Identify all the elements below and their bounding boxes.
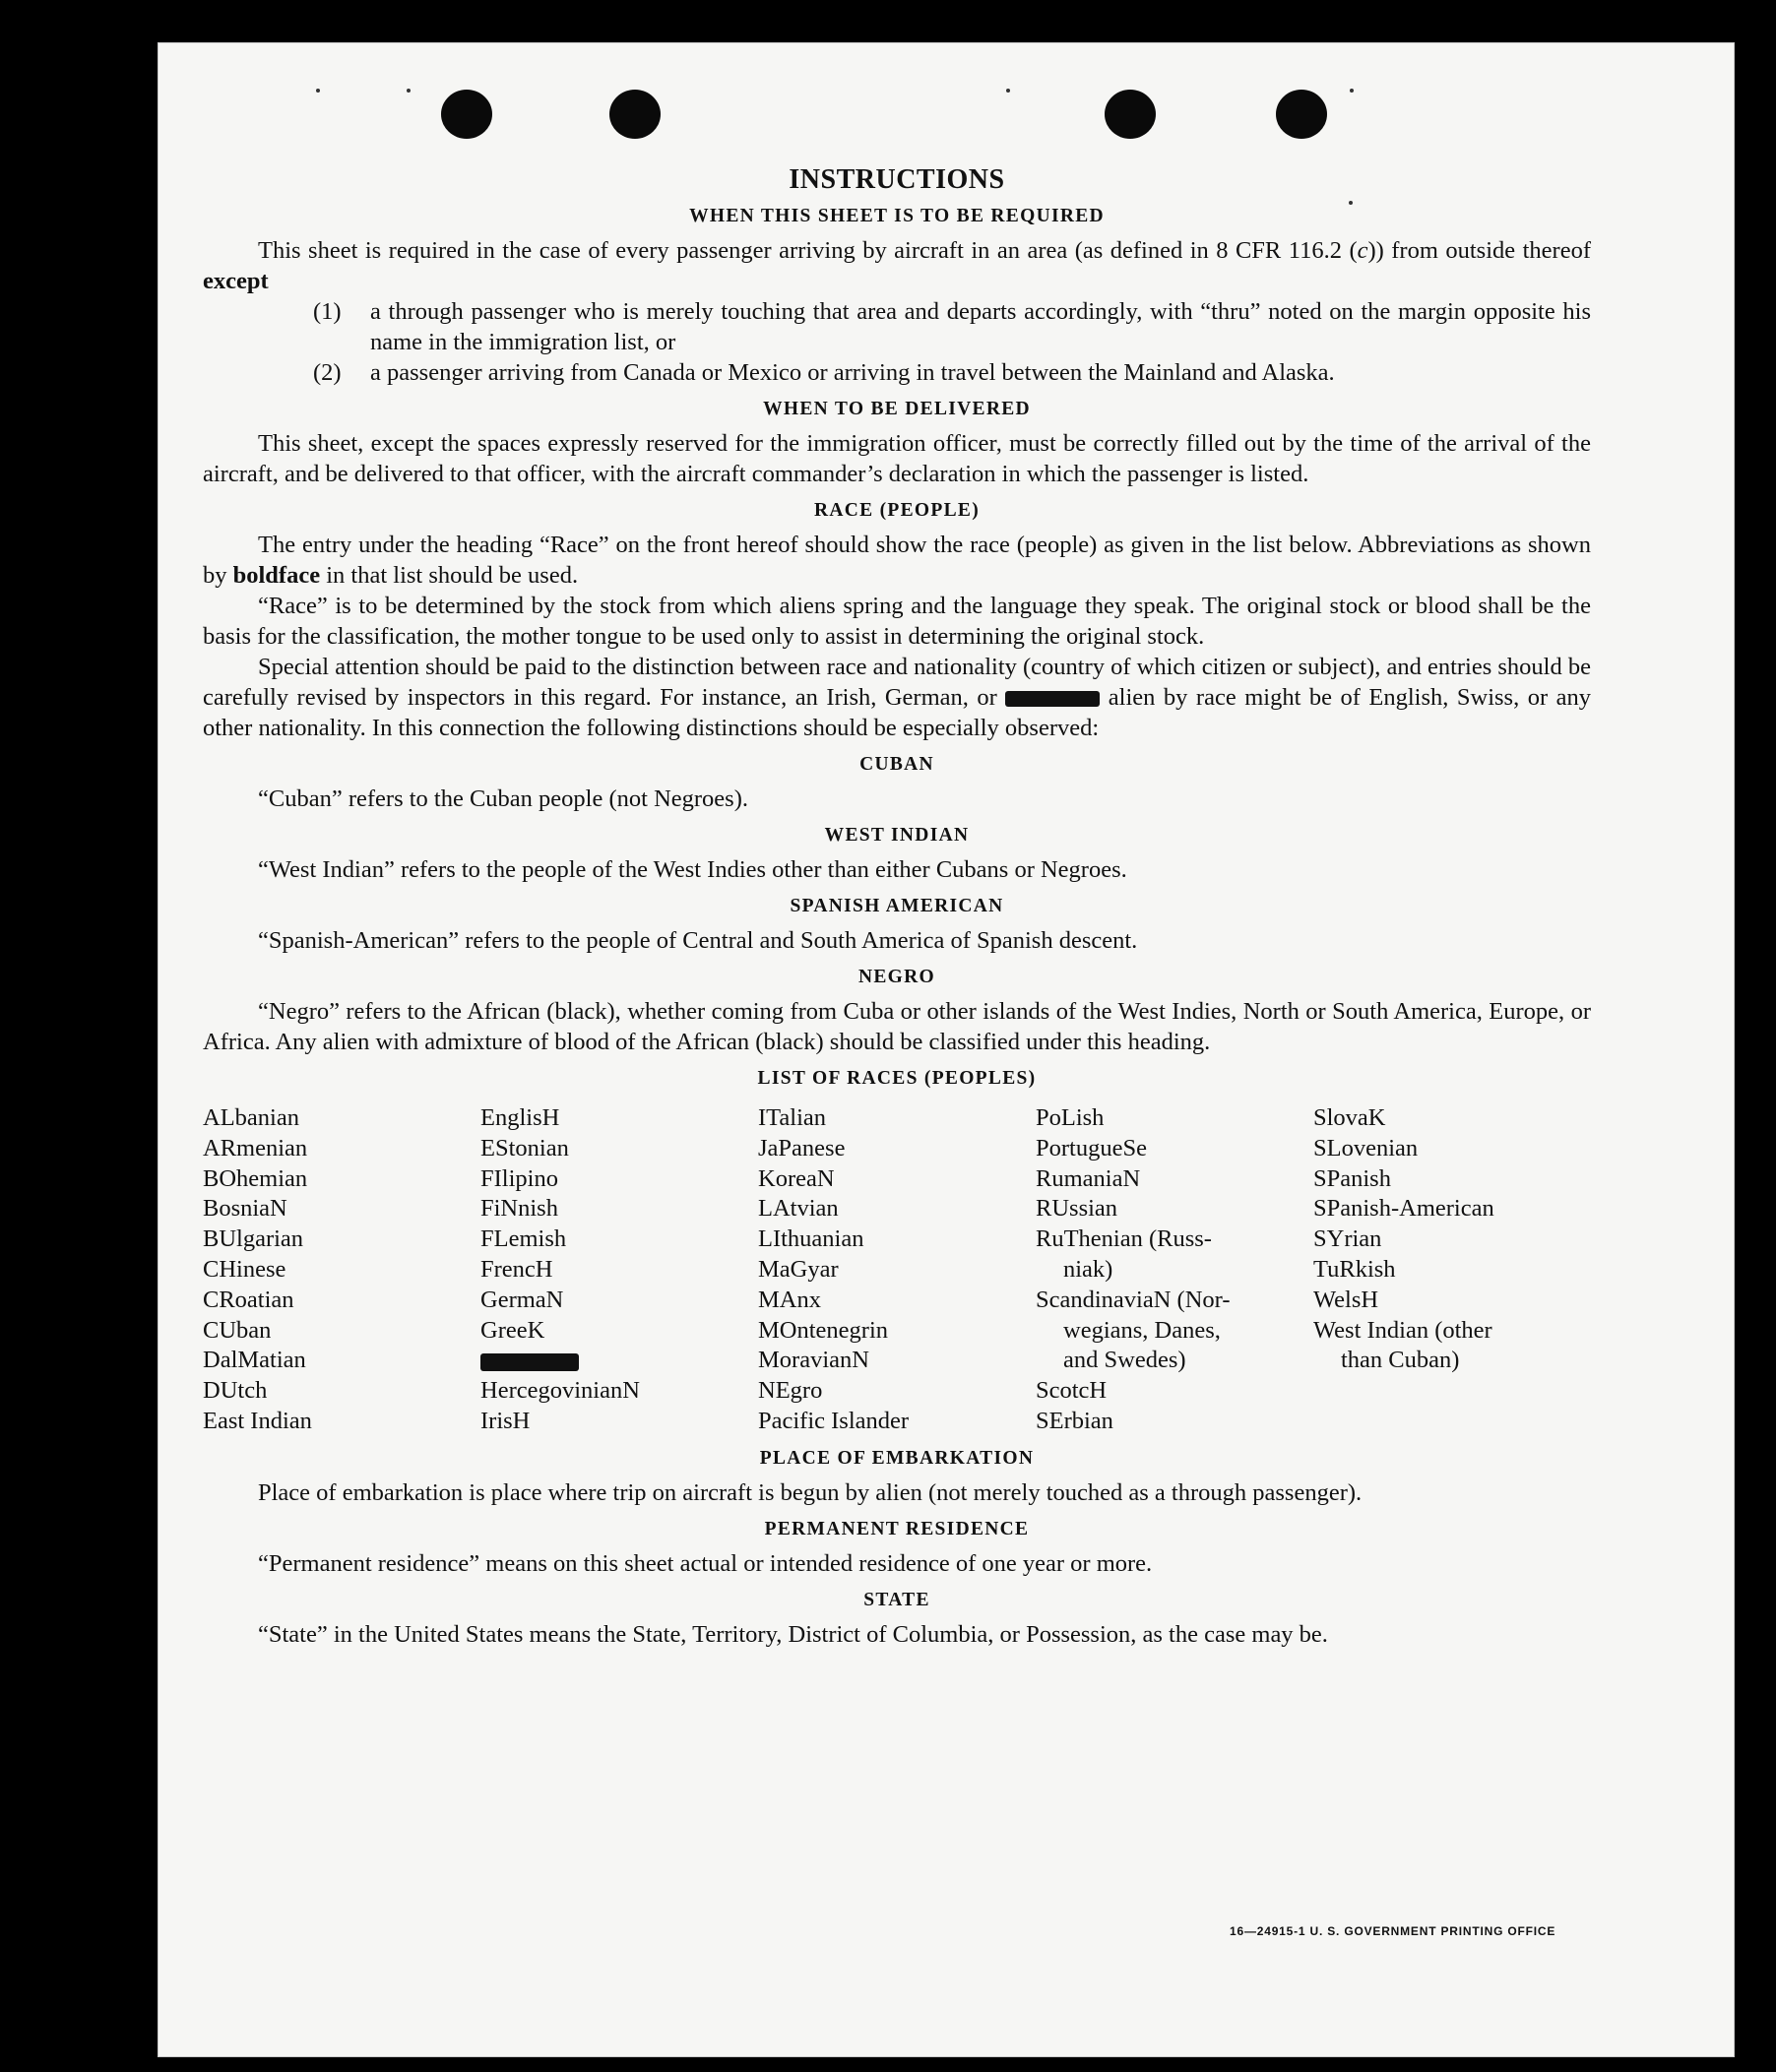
speck	[1350, 89, 1354, 93]
race-entry: NEgro	[758, 1377, 823, 1405]
race-entry-continued: than Cuban)	[1341, 1347, 1460, 1374]
race-entry: MOntenegrin	[758, 1316, 888, 1344]
race-entry: PortugueSe	[1036, 1134, 1147, 1162]
race-paragraph-1: The entry under the heading “Race” on the front hereof should show the race (people) as given in the list below. Abbreviations as shown by boldface in that list should be used.	[203, 532, 1591, 589]
races-column-2	[480, 1103, 758, 1437]
punch-hole	[1276, 90, 1327, 139]
section-heading-required: WHEN THIS SHEET IS TO BE REQUIRED	[689, 206, 1105, 226]
race-entry: SLovenian	[1313, 1134, 1419, 1162]
race-entry: KoreaN	[758, 1164, 835, 1192]
race-entry-continued: wegians, Danes,	[1063, 1316, 1221, 1344]
race-entry: ALbanian	[203, 1104, 299, 1131]
race-entry-redacted	[480, 1346, 758, 1376]
cuban-text: “Cuban” refers to the Cuban people (not Negroes).	[258, 785, 748, 812]
races-column-1	[203, 1103, 480, 1437]
race-entry: ScotcH	[1036, 1377, 1108, 1405]
race-entry: LIthuanian	[758, 1225, 864, 1253]
race-paragraph-2: “Race” is to be determined by the stock from which aliens spring and the language they speak. The original stock or blood shall be the basis for the classification, the mother tongue to be used only to assist in determining the original stock.	[203, 593, 1591, 650]
race-entry: BUlgarian	[203, 1225, 304, 1253]
race-entry: BOhemian	[203, 1164, 308, 1192]
negro-text: “Negro” refers to the African (black), whether coming from Cuba or other islands of the West Indies, North or South America, Europe, or Africa. Any alien with admixture of blood of the African (black) should be classified under this heading.	[203, 998, 1591, 1055]
race-entry: FrencH	[480, 1255, 553, 1283]
race-entry: SPanish-American	[1313, 1195, 1494, 1223]
race-entry: FiNnish	[480, 1195, 558, 1223]
race-entry: DUtch	[203, 1377, 268, 1405]
section-heading-state: STATE	[863, 1589, 930, 1610]
race-entry: ITalian	[758, 1104, 827, 1131]
races-list	[203, 1103, 1591, 1437]
race-entry: CHinese	[203, 1255, 286, 1283]
race-entry: GermaN	[480, 1286, 564, 1313]
spanish-american-text: “Spanish-American” refers to the people of Central and South America of Spanish descent.	[258, 927, 1138, 954]
redaction-mark	[480, 1353, 579, 1371]
punch-hole	[441, 90, 492, 139]
section-heading-race: RACE (PEOPLE)	[813, 500, 981, 521]
race-entry: CRoatian	[203, 1286, 294, 1313]
race-paragraph-3: Special attention should be paid to the distinction between race and nationality (country of which citizen or subject), and entries should be carefully revised by inspectors in this regard. For instance, an Irish, German, or alien by race might be of English, Swiss, or any other nationality. In this connection the following distinctions should be especially observed:	[203, 654, 1591, 741]
race-entry-continued: niak)	[1063, 1255, 1113, 1283]
race-entry: MaGyar	[758, 1255, 839, 1283]
section-heading-west-indian: WEST INDIAN	[824, 825, 970, 846]
races-column-3	[758, 1103, 1036, 1437]
race-entry: MAnx	[758, 1286, 821, 1313]
race-entry: DalMatian	[203, 1347, 306, 1374]
punch-hole	[1105, 90, 1156, 139]
section-heading-list-of-races: LIST OF RACES (PEOPLES)	[757, 1068, 1037, 1089]
race-entry: FLemish	[480, 1225, 567, 1253]
race-entry-continued: and Swedes)	[1063, 1347, 1186, 1374]
embarkation-text: Place of embarkation is place where trip on aircraft is begun by alien (not merely touched as a through passenger).	[258, 1478, 1363, 1506]
race-entry: FIlipino	[480, 1164, 558, 1192]
printer-imprint: 16—24915-1 U. S. GOVERNMENT PRINTING OFFICE	[1230, 1924, 1556, 1938]
section-heading-residence: PERMANENT RESIDENCE	[764, 1518, 1030, 1539]
race-entry: EStonian	[480, 1134, 569, 1162]
race-entry: MoravianN	[758, 1347, 869, 1374]
race-entry: PoLish	[1036, 1104, 1105, 1131]
race-entry: Pacific Islander	[758, 1407, 910, 1434]
section-heading-spanish-american: SPANISH AMERICAN	[790, 896, 1004, 916]
redaction-mark	[1005, 691, 1100, 707]
race-entry: HercegovinianN	[480, 1377, 640, 1405]
section-heading-embarkation: PLACE OF EMBARKATION	[759, 1447, 1035, 1469]
race-entry: East Indian	[203, 1407, 312, 1434]
race-entry: TuRkish	[1313, 1255, 1396, 1283]
instructions-content	[203, 164, 1591, 1650]
race-entry: RuThenian (Russ-	[1036, 1225, 1212, 1253]
races-column-5	[1313, 1103, 1591, 1437]
race-entry: JaPanese	[758, 1134, 846, 1162]
section-heading-cuban: CUBAN	[859, 754, 934, 775]
speck	[316, 89, 320, 93]
race-entry: SErbian	[1036, 1407, 1113, 1434]
section-heading-negro: NEGRO	[857, 967, 935, 987]
race-entry: RumaniaN	[1036, 1164, 1141, 1192]
residence-text: “Permanent residence” means on this sheet actual or intended residence of one year or more.	[258, 1549, 1153, 1577]
list-item: (1) a through passenger who is merely touching that area and departs accordingly, with “thru” noted on the margin opposite his name in the immigration list, or	[313, 298, 1591, 355]
race-entry: LAtvian	[758, 1195, 839, 1223]
race-entry: SlovaK	[1313, 1104, 1386, 1131]
speck	[1006, 89, 1010, 93]
punch-hole	[609, 90, 661, 139]
document-sheet	[158, 42, 1735, 2057]
list-item: (2) a passenger arriving from Canada or Mexico or arriving in travel between the Mainland and Alaska.	[313, 359, 1335, 386]
race-entry: CUban	[203, 1316, 272, 1344]
race-entry: SPanish	[1313, 1164, 1391, 1192]
west-indian-text: “West Indian” refers to the people of the West Indies other than either Cubans or Negroes.	[258, 856, 1127, 883]
speck	[407, 89, 411, 93]
race-entry: RUssian	[1036, 1195, 1118, 1223]
race-entry: ScandinaviaN (Nor-	[1036, 1286, 1231, 1313]
race-entry: ARmenian	[203, 1134, 308, 1162]
race-entry: SYrian	[1313, 1225, 1382, 1253]
race-entry: West Indian (other	[1313, 1316, 1492, 1344]
state-text: “State” in the United States means the State, Territory, District of Columbia, or Possession, as the case may be.	[258, 1620, 1328, 1648]
races-column-4	[1036, 1103, 1313, 1437]
race-entry: GreeK	[480, 1316, 545, 1344]
section-heading-delivered: WHEN TO BE DELIVERED	[763, 399, 1031, 419]
race-entry: WelsH	[1313, 1286, 1379, 1313]
page-title: INSTRUCTIONS	[789, 164, 1005, 195]
race-entry: IrisH	[480, 1407, 531, 1434]
delivered-text: This sheet, except the spaces expressly reserved for the immigration officer, must be correctly filled out by the time of the arrival of the aircraft, and be delivered to that officer, with the aircraft commander’s declaration in which the passenger is listed.	[203, 430, 1591, 487]
race-entry: BosniaN	[203, 1195, 287, 1223]
required-intro: This sheet is required in the case of every passenger arriving by aircraft in an area (as defined in 8 CFR 116.2 (c)) from outside thereof except	[203, 237, 1591, 294]
race-entry: EnglisH	[480, 1104, 560, 1131]
